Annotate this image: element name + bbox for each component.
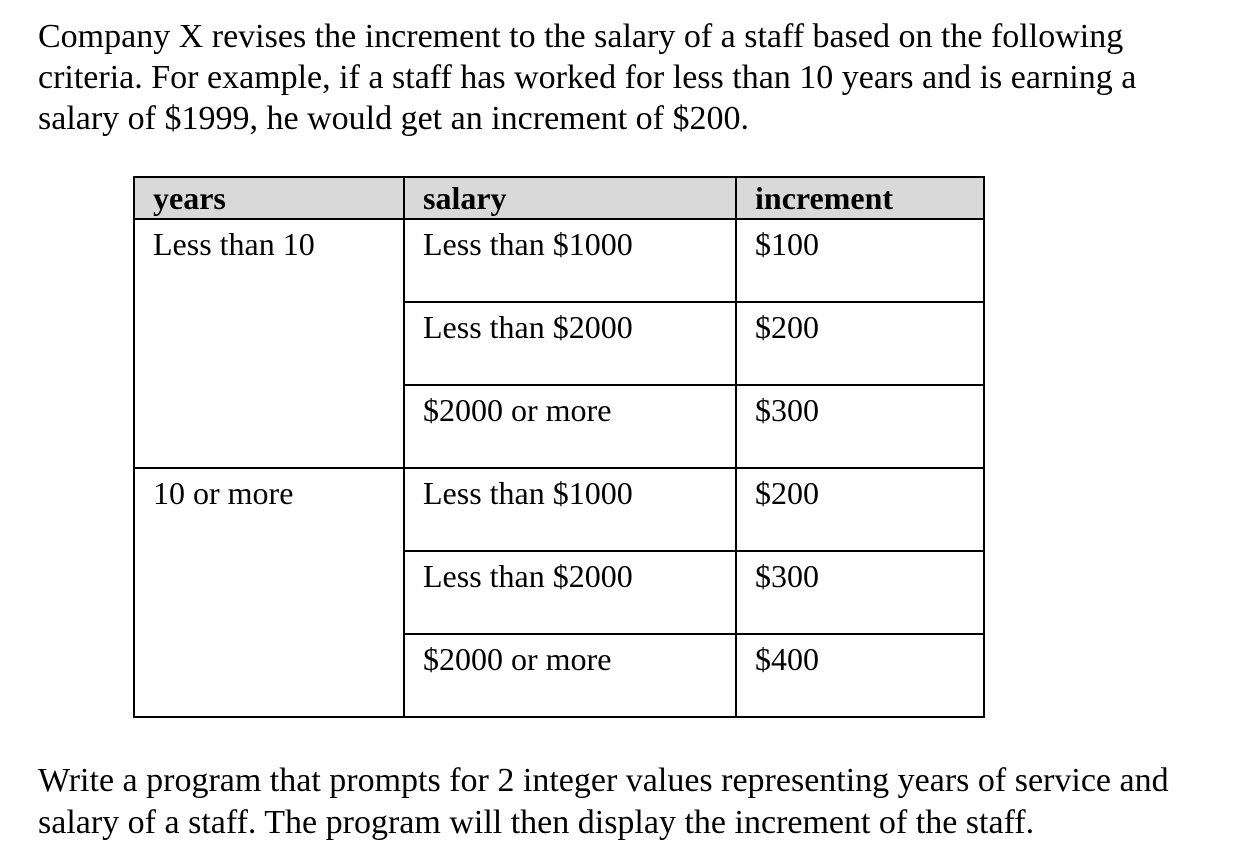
salary-cell: $2000 or more bbox=[404, 634, 736, 717]
increment-cell: $300 bbox=[736, 385, 984, 468]
increment-cell: $100 bbox=[736, 219, 984, 302]
increment-cell: $200 bbox=[736, 302, 984, 385]
years-group-cell: 10 or more bbox=[134, 468, 404, 717]
salary-cell: Less than $1000 bbox=[404, 468, 736, 551]
salary-cell: Less than $1000 bbox=[404, 219, 736, 302]
header-years: years bbox=[134, 177, 404, 219]
table-row bbox=[134, 468, 984, 551]
salary-cell: $2000 or more bbox=[404, 385, 736, 468]
increment-criteria-table bbox=[133, 176, 985, 718]
header-increment: increment bbox=[736, 177, 984, 219]
increment-cell: $300 bbox=[736, 551, 984, 634]
salary-cell: Less than $2000 bbox=[404, 551, 736, 634]
outro-line: Write a program that prompts for 2 integer values representing years of service and bbox=[38, 762, 1169, 799]
salary-cell: Less than $2000 bbox=[404, 302, 736, 385]
intro-line: Company X revises the increment to the salary of a staff based on the following bbox=[38, 18, 1124, 55]
intro-line: salary of $1999, he would get an increment of $200. bbox=[38, 100, 749, 137]
increment-cell: $400 bbox=[736, 634, 984, 717]
task-instruction bbox=[38, 760, 1228, 844]
header-salary: salary bbox=[404, 177, 736, 219]
problem-statement bbox=[38, 16, 1218, 139]
table-header-row bbox=[134, 177, 984, 219]
years-group-cell: Less than 10 bbox=[134, 219, 404, 468]
increment-cell: $200 bbox=[736, 468, 984, 551]
table-row bbox=[134, 219, 984, 302]
intro-line: criteria. For example, if a staff has worked for less than 10 years and is earning a bbox=[38, 59, 1137, 96]
outro-line: salary of a staff. The program will then display the increment of the staff. bbox=[38, 804, 1035, 841]
